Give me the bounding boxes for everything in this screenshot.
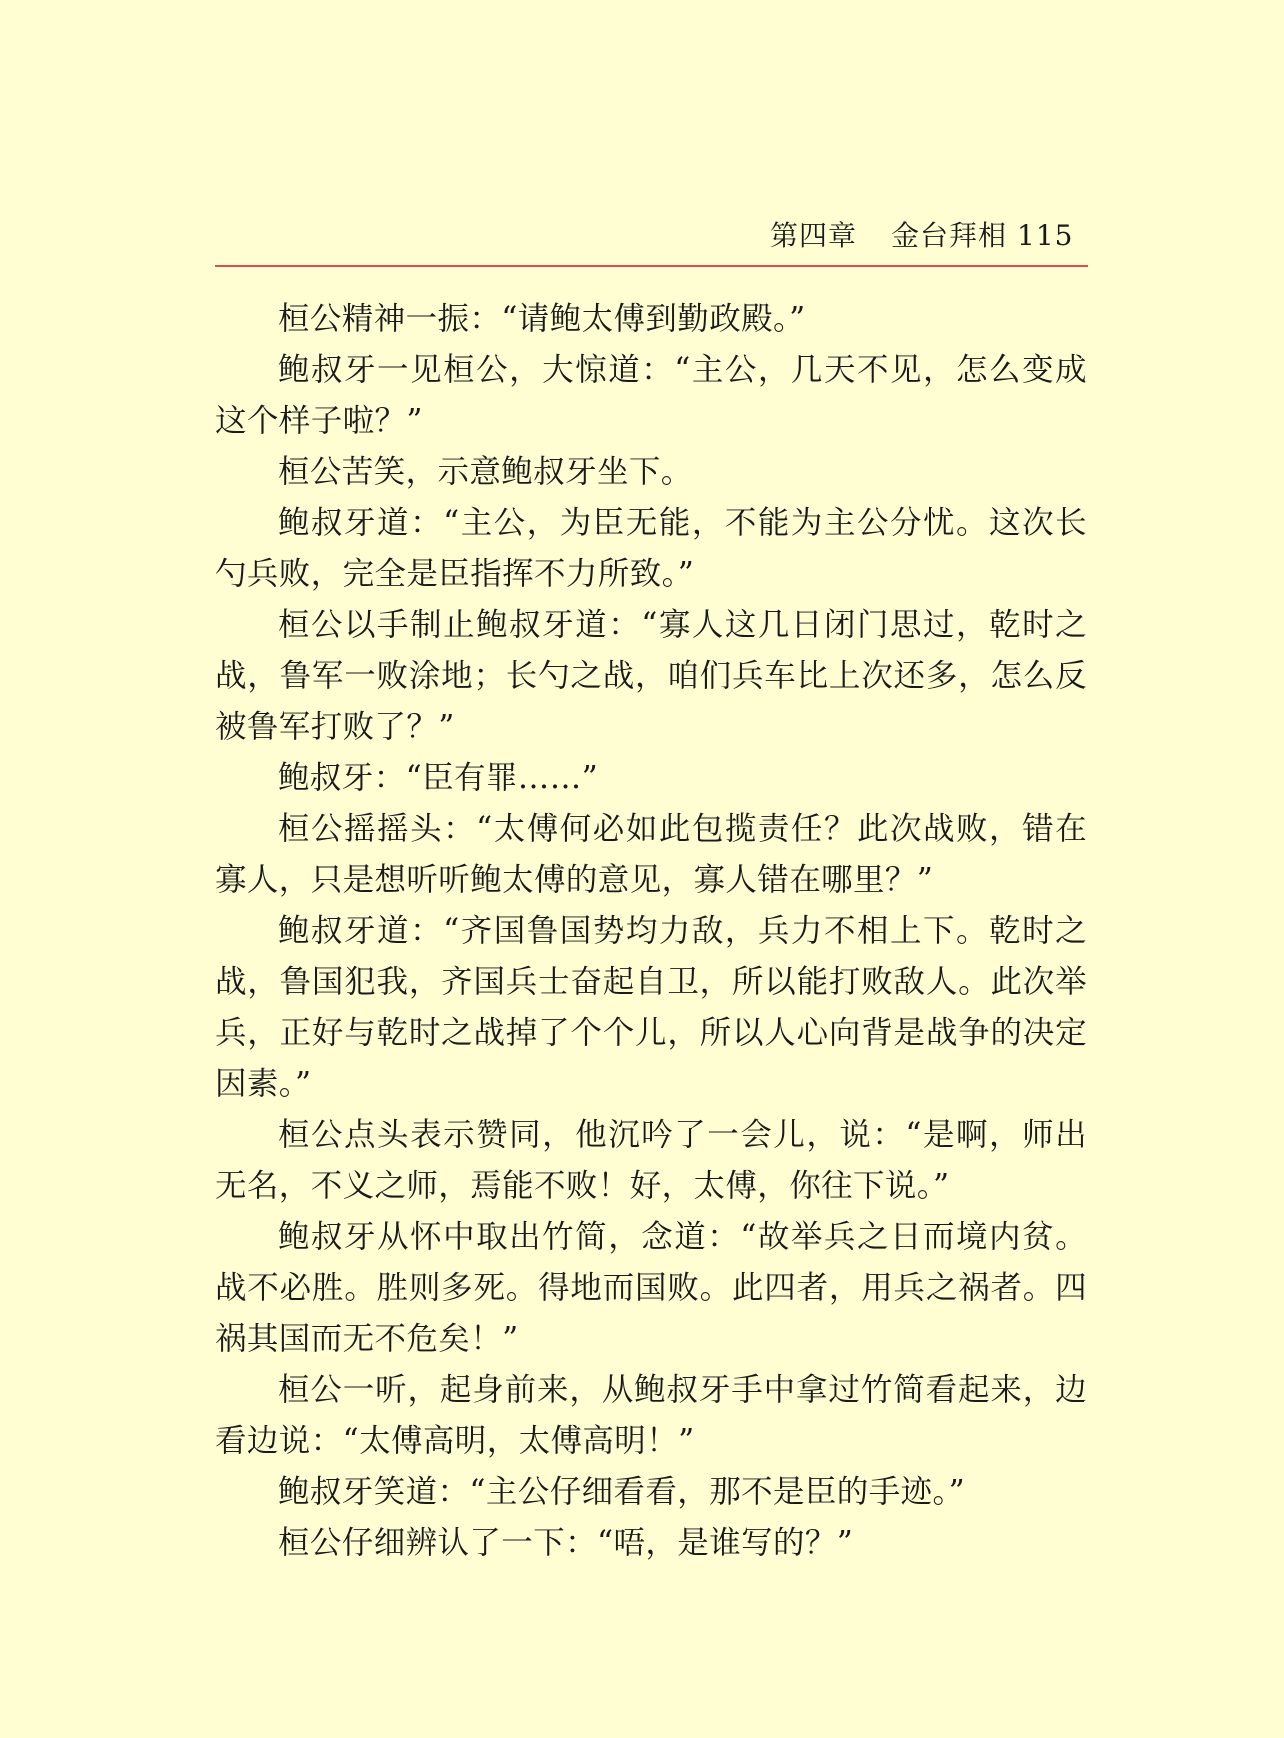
paragraph: 鲍叔牙一见桓公，大惊道：“主公，几天不见，怎么变成这个样子啦？” (215, 352, 1087, 439)
paragraph: 桓公以手制止鲍叔牙道：“寡人这几日闭门思过，乾时之战，鲁军一败涂地；长勺之战，咱们兵车比上次还多，怎么反被鲁军打败了？” (215, 607, 1087, 745)
paragraph: 鲍叔牙道：“主公，为臣无能，不能为主公分忧。这次长勺兵败，完全是臣指挥不力所致。” (215, 505, 1087, 592)
body-text (215, 294, 1087, 1569)
page-number: 115 (1017, 219, 1074, 252)
paragraph: 鲍叔牙：“臣有罪……” (278, 760, 599, 796)
paragraph: 鲍叔牙从怀中取出竹简，念道：“故举兵之日而境内贫。战不必胜。胜则多死。得地而国败。此四者，用兵之祸者。四祸其国而无不危矣！” (215, 1219, 1087, 1357)
paragraph: 鲍叔牙道：“齐国鲁国势均力敌，兵力不相上下。乾时之战，鲁国犯我，齐国兵士奋起自卫，所以能打败敌人。此次举兵，正好与乾时之战掉了个个儿，所以人心向背是战争的决定因素。” (215, 913, 1087, 1102)
running-header (770, 216, 1074, 256)
chapter-title: 金台拜相 (891, 219, 1008, 252)
paragraph: 桓公摇摇头：“太傅何必如此包揽责任？此次战败，错在寡人，只是想听听鲍太傅的意见，寡人错在哪里？” (215, 811, 1087, 898)
paragraph: 桓公点头表示赞同，他沉吟了一会儿，说：“是啊，师出无名，不义之师，焉能不败！好，太傅，你往下说。” (215, 1117, 1087, 1204)
paragraph: 桓公一听，起身前来，从鲍叔牙手中拿过竹简看起来，边看边说：“太傅高明，太傅高明！” (215, 1372, 1087, 1459)
paragraph: 桓公仔细辨认了一下：“唔，是谁写的？” (278, 1525, 854, 1561)
paragraph: 鲍叔牙笑道：“主公仔细看看，那不是臣的手迹。” (278, 1474, 966, 1510)
paragraph: 桓公精神一振：“请鲍太傅到勤政殿。” (278, 301, 806, 337)
paragraph: 桓公苦笑，示意鲍叔牙坐下。 (278, 454, 693, 490)
chapter-label: 第四章 (770, 219, 858, 252)
header-rule (215, 265, 1088, 267)
